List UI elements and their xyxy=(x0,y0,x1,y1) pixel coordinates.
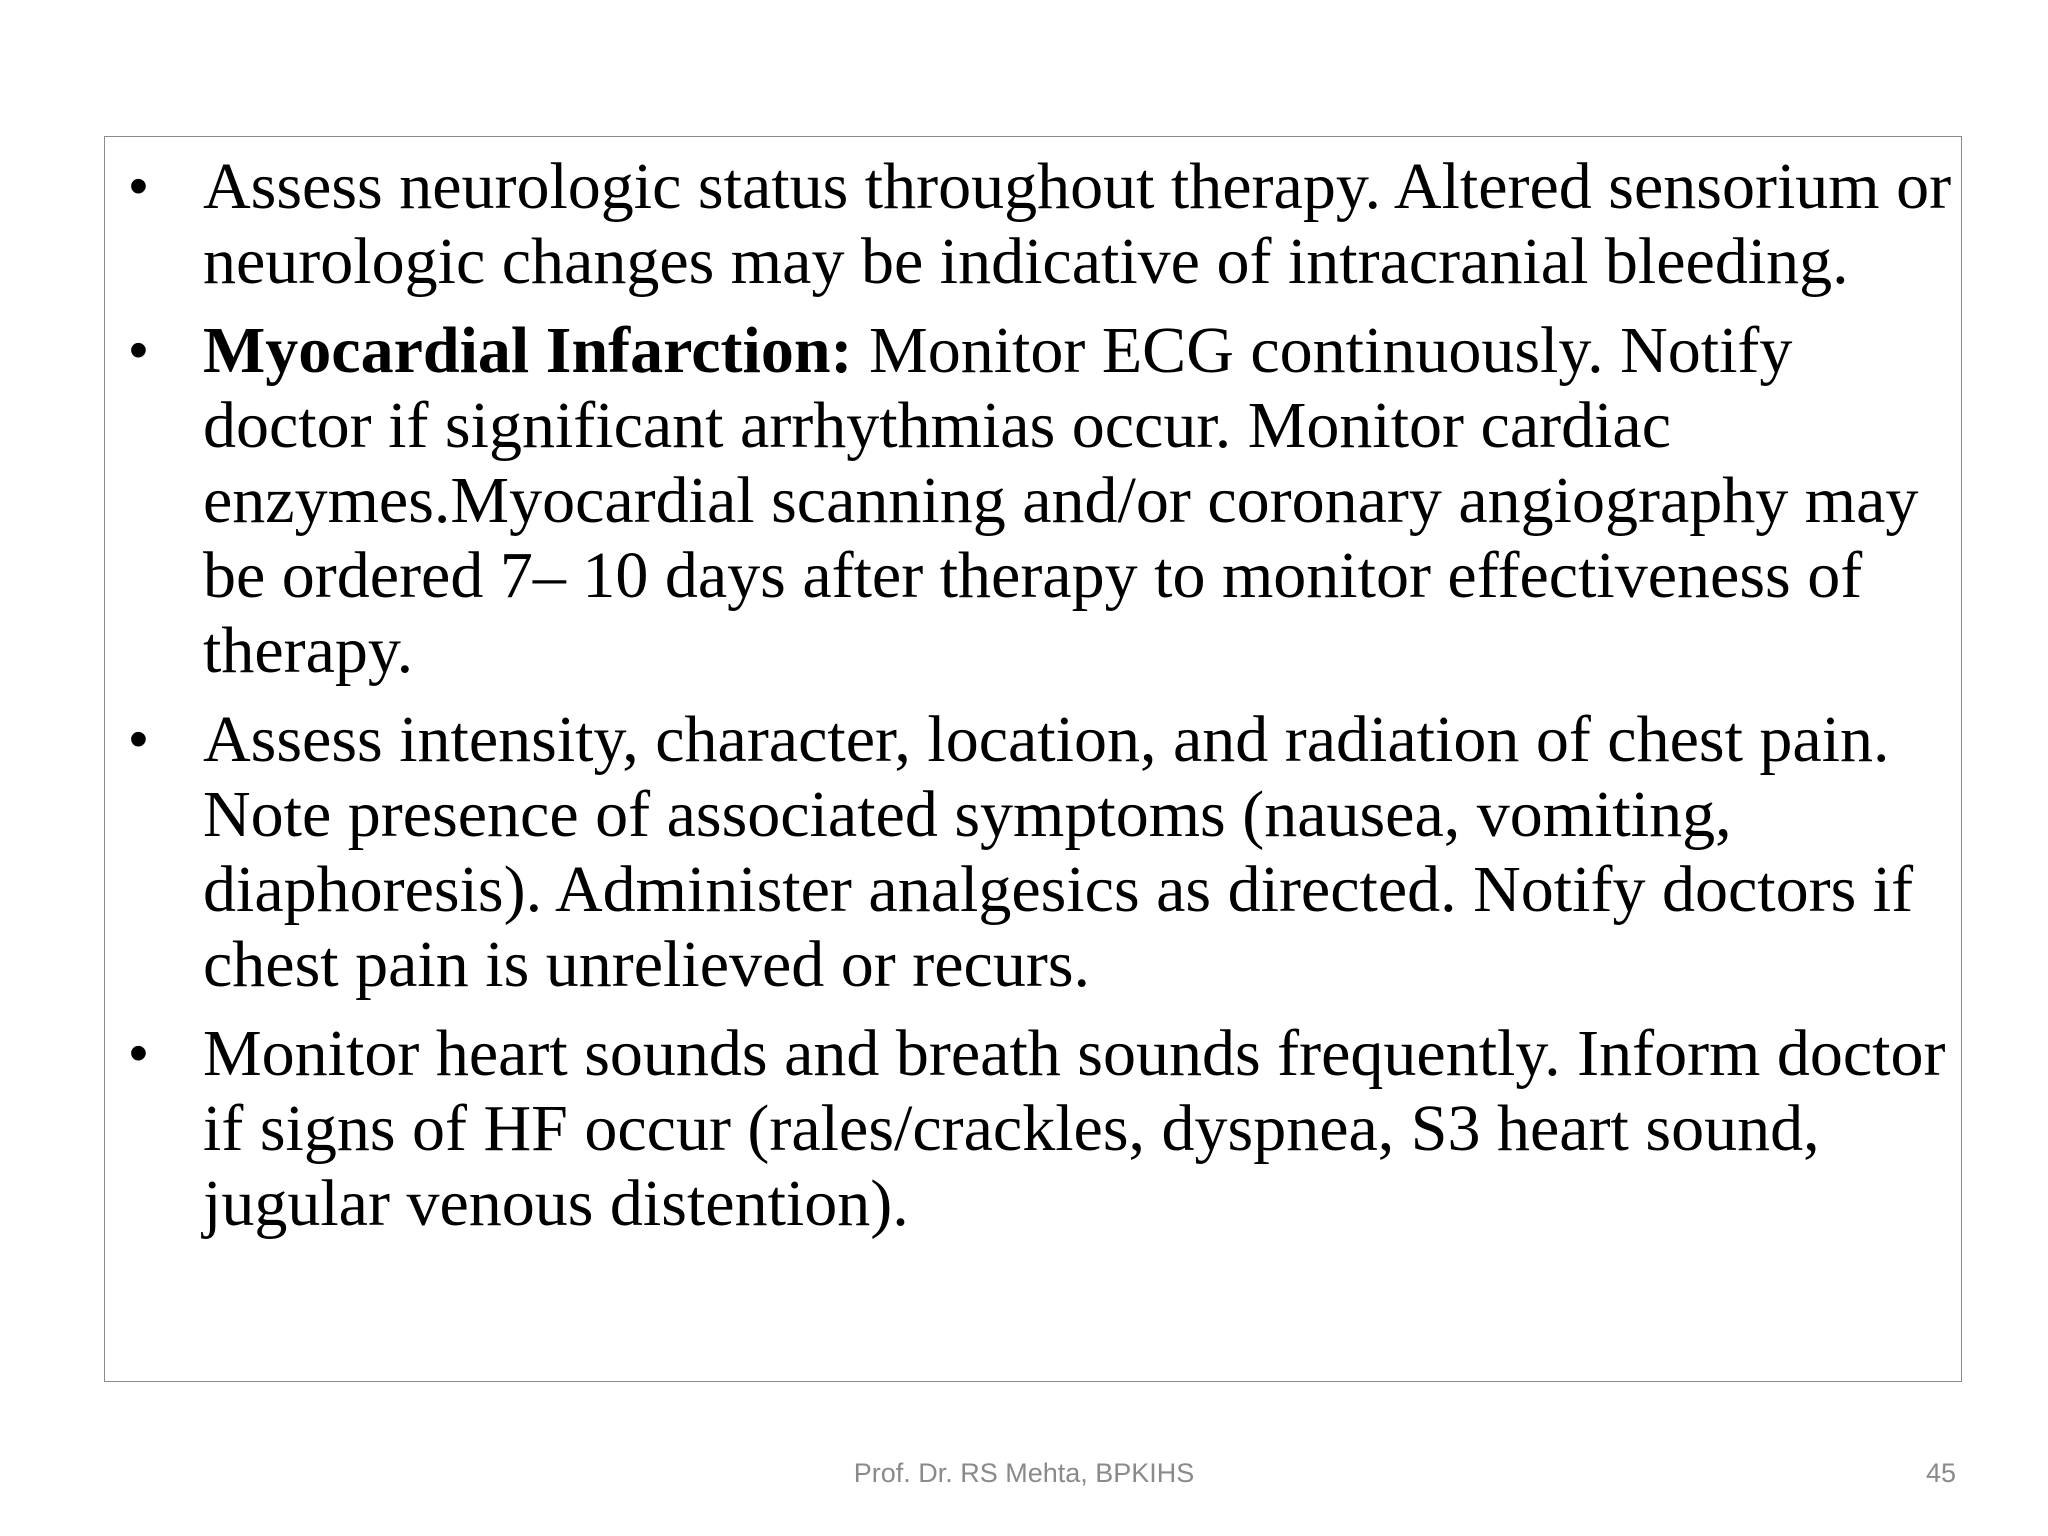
bullet-icon: • xyxy=(129,156,148,216)
bullet-text: Assess intensity, character, location, and radiation of chest pain. Note presence of associated symptoms (nausea, vomiting, diaphoresis). Administer analgesics as directed. Notify doctors if chest pain is unrelieved or recurs. xyxy=(203,703,1914,1001)
bullet-text: Assess neurologic status throughout therapy. Altered sensorium or neurologic changes may be indicative of intracranial bleeding. xyxy=(203,150,1952,298)
bullet-text: Monitor heart sounds and breath sounds frequently. Inform doctor if signs of HF occur (rales/crackles, dyspnea, S3 heart sound, jugular venous distention). xyxy=(203,1017,1946,1240)
bullet-icon: • xyxy=(129,1023,148,1083)
bullet-icon: • xyxy=(129,320,148,380)
bullet-item-myocardial-infarction xyxy=(123,313,1953,688)
bullet-item-heart-sounds xyxy=(123,1016,1953,1241)
page-number: 45 xyxy=(1925,1458,1956,1488)
content-box xyxy=(104,136,1962,1382)
bullet-icon: • xyxy=(129,709,148,769)
footer-author: Prof. Dr. RS Mehta, BPKIHS xyxy=(853,1458,1195,1488)
bullet-lead-heading: Myocardial Infarction: xyxy=(203,314,853,387)
bullet-item-neurologic-status xyxy=(123,149,1953,299)
bullet-list xyxy=(123,149,1953,1255)
bullet-item-chest-pain xyxy=(123,702,1953,1002)
bullet-text: Monitor ECG continuously. Notify doctor if significant arrhythmias occur. Monitor cardiac enzymes.Myocardial scanning and/or coronary angiography may be ordered 7– 10 days after therapy to monitor effectiveness of therapy. xyxy=(203,314,1919,687)
